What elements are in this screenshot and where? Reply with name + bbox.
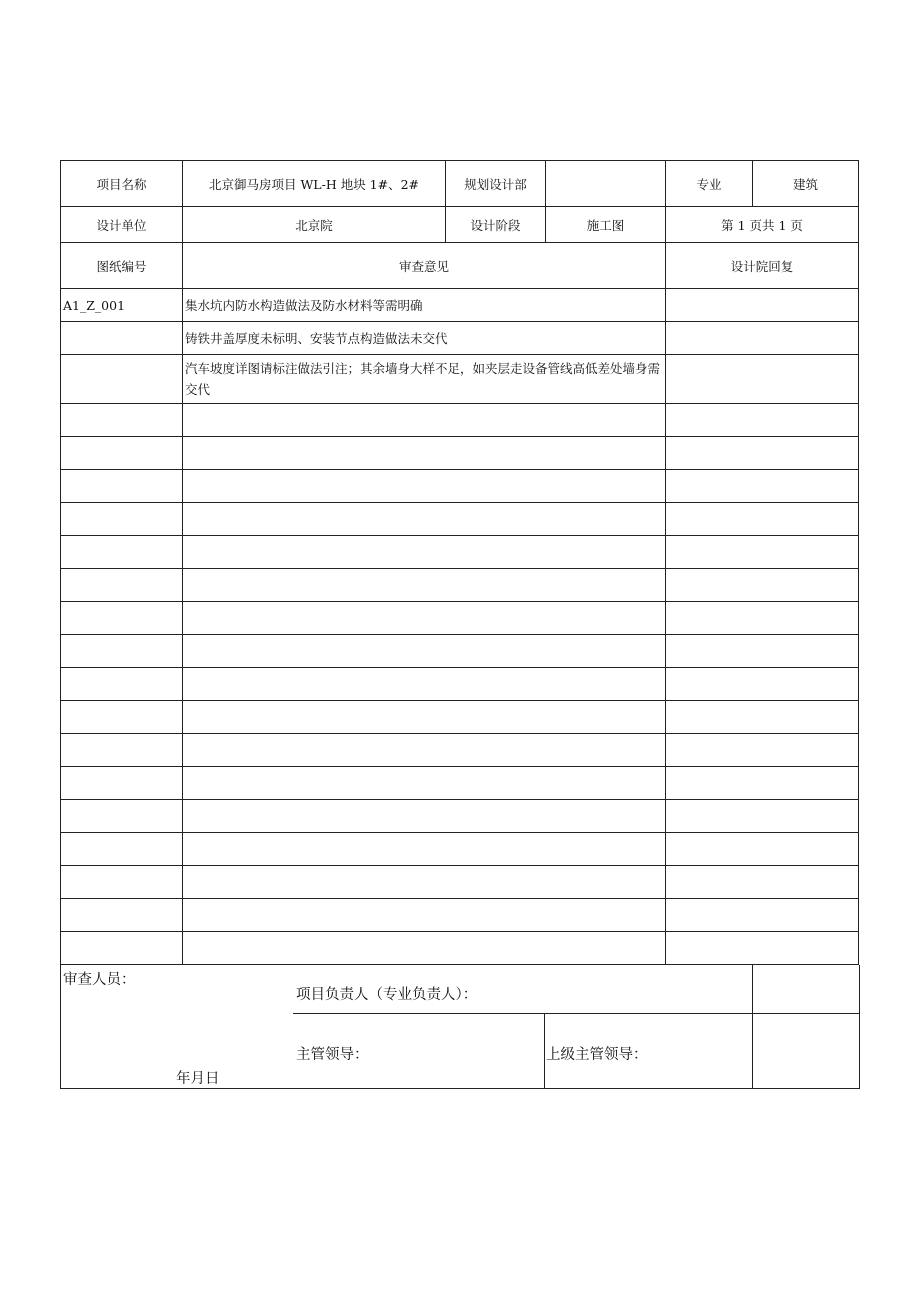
design-unit-value: 北京院: [183, 207, 446, 243]
empty-row: [61, 866, 859, 899]
empty-row: [61, 668, 859, 701]
project-name-value: 北京御马房项目 WL-H 地块 1#、2#: [183, 161, 446, 207]
empty-row: [61, 767, 859, 800]
divider: [544, 1013, 545, 1088]
design-unit-label: 设计单位: [61, 207, 183, 243]
reply-cell: [666, 355, 859, 404]
reply-cell: [666, 289, 859, 322]
design-reply-header: 设计院回复: [666, 243, 859, 289]
drawing-no-cell: A1_Z_001: [61, 289, 183, 322]
table-row: [61, 289, 859, 322]
project-lead-label: 项目负责人（专业负责人）：: [296, 987, 478, 1003]
divider: [293, 1013, 859, 1014]
header-row-2: [61, 207, 859, 243]
planning-dept-value: [546, 161, 666, 207]
design-stage-label: 设计阶段: [446, 207, 546, 243]
empty-row: [61, 833, 859, 866]
drawing-no-header: 图纸编号: [61, 243, 183, 289]
table-row: [61, 322, 859, 355]
column-header-row: [61, 243, 859, 289]
empty-row: [61, 503, 859, 536]
reply-cell: [666, 322, 859, 355]
date-label: 年月日: [176, 1071, 220, 1087]
signature-block: [60, 965, 860, 1089]
comment-cell: 集水坑内防水构造做法及防水材料等需明确: [183, 289, 666, 322]
empty-row: [61, 470, 859, 503]
review-comments-header: 审查意见: [183, 243, 666, 289]
drawing-no-cell: [61, 355, 183, 404]
empty-row: [61, 635, 859, 668]
empty-row: [61, 932, 859, 965]
empty-row: [61, 602, 859, 635]
empty-row: [61, 569, 859, 602]
table-row: [61, 355, 859, 404]
supervisor-label: 主管领导：: [296, 1047, 369, 1063]
empty-row: [61, 800, 859, 833]
reviewer-label: 审查人员：: [63, 972, 136, 988]
superior-supervisor-label: 上级主管领导：: [546, 1047, 648, 1063]
drawing-no-cell: [61, 322, 183, 355]
empty-row: [61, 437, 859, 470]
specialty-value: 建筑: [753, 161, 859, 207]
comment-cell: 铸铁井盖厚度未标明、安装节点构造做法未交代: [183, 322, 666, 355]
specialty-label: 专业: [666, 161, 753, 207]
comment-cell: 汽车坡度详图请标注做法引注；其余墙身大样不足，如夹层走设备管线高低差处墙身需交代: [183, 355, 666, 404]
empty-row: [61, 734, 859, 767]
empty-row: [61, 536, 859, 569]
empty-row: [61, 701, 859, 734]
design-stage-value: 施工图: [546, 207, 666, 243]
page-info: 第 1 页共 1 页: [666, 207, 859, 243]
planning-dept: 规划设计部: [446, 161, 546, 207]
review-table: [60, 160, 859, 965]
project-name-label: 项目名称: [61, 161, 183, 207]
empty-row: [61, 899, 859, 932]
divider: [752, 965, 753, 1088]
header-row-1: [61, 161, 859, 207]
empty-row: [61, 404, 859, 437]
